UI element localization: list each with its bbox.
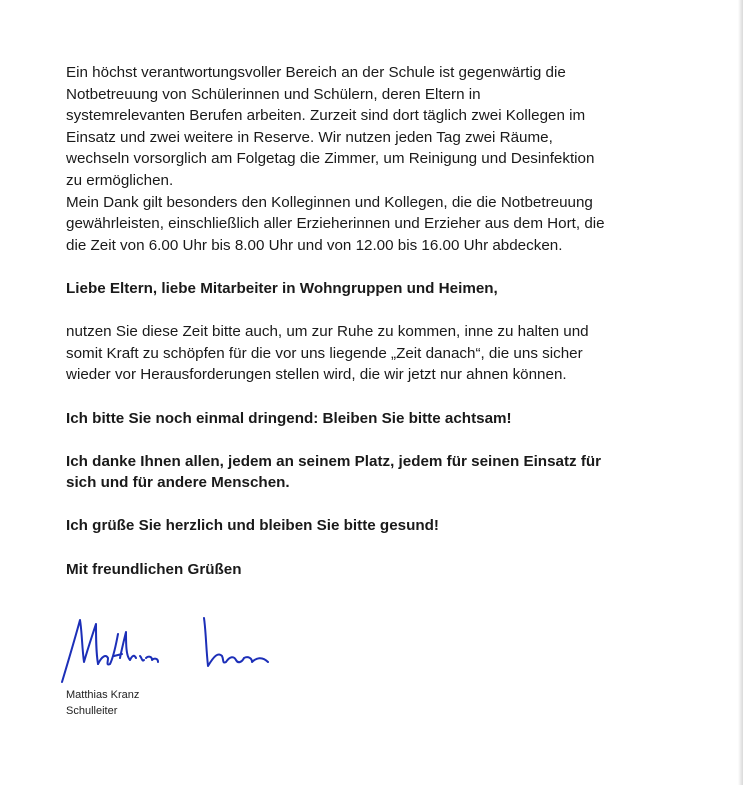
closing-line: Mit freundlichen Grüßen (66, 560, 242, 578)
text-line: gewährleisten, einschließlich aller Erzieherinnen und Erzieher aus dem Hort, die (66, 215, 605, 233)
text-line: Ein höchst verantwortungsvoller Bereich an der Schule ist gegenwärtig die (66, 64, 566, 81)
thanks-line: sich und für andere Menschen. (66, 474, 290, 492)
text-line: nutzen Sie diese Zeit bitte auch, um zur Ruhe zu kommen, inne zu halten und (66, 323, 589, 341)
signer-name: Matthias Kranz (66, 689, 140, 701)
text-line: Notbetreuung von Schülerinnen und Schülern, deren Eltern in (66, 85, 481, 103)
page-edge (738, 0, 743, 785)
signer-block (66, 687, 139, 719)
text-line: Mein Dank gilt besonders den Kolleginnen und Kollegen, die die Notbetreuung (66, 193, 593, 211)
text-line: systemrelevanten Berufen arbeiten. Zurzeit sind dort täglich zwei Kollegen im (66, 107, 586, 125)
handwritten-signature (58, 612, 278, 692)
text-line: Einsatz und zwei weitere in Reserve. Wir nutzen jeden Tag zwei Räume, (66, 128, 553, 146)
text-line: somit Kraft zu schöpfen für die vor uns liegende „Zeit danach“, die uns sicher (66, 344, 583, 362)
greeting-line: Ich grüße Sie herzlich und bleiben Sie bitte gesund! (66, 517, 439, 535)
text-line: die Zeit von 6.00 Uhr bis 8.00 Uhr und von 12.00 bis 16.00 Uhr abdecken. (66, 236, 563, 254)
thanks-line: Ich danke Ihnen allen, jedem an seinem Platz, jedem für seinen Einsatz für (66, 452, 602, 470)
text-line: zu ermöglichen. (66, 171, 174, 189)
text-line: wechseln vorsorglich am Folgetag die Zimmer, um Reinigung und Desinfektion (66, 150, 595, 168)
signer-title: Schulleiter (66, 705, 118, 717)
appeal-line: Ich bitte Sie noch einmal dringend: Bleiben Sie bitte achtsam! (66, 409, 512, 427)
letter-body (66, 62, 706, 580)
text-line: wieder vor Herausforderungen stellen wird, die wir jetzt nur ahnen können. (66, 366, 567, 384)
salutation: Liebe Eltern, liebe Mitarbeiter in Wohngruppen und Heimen, (66, 279, 498, 297)
